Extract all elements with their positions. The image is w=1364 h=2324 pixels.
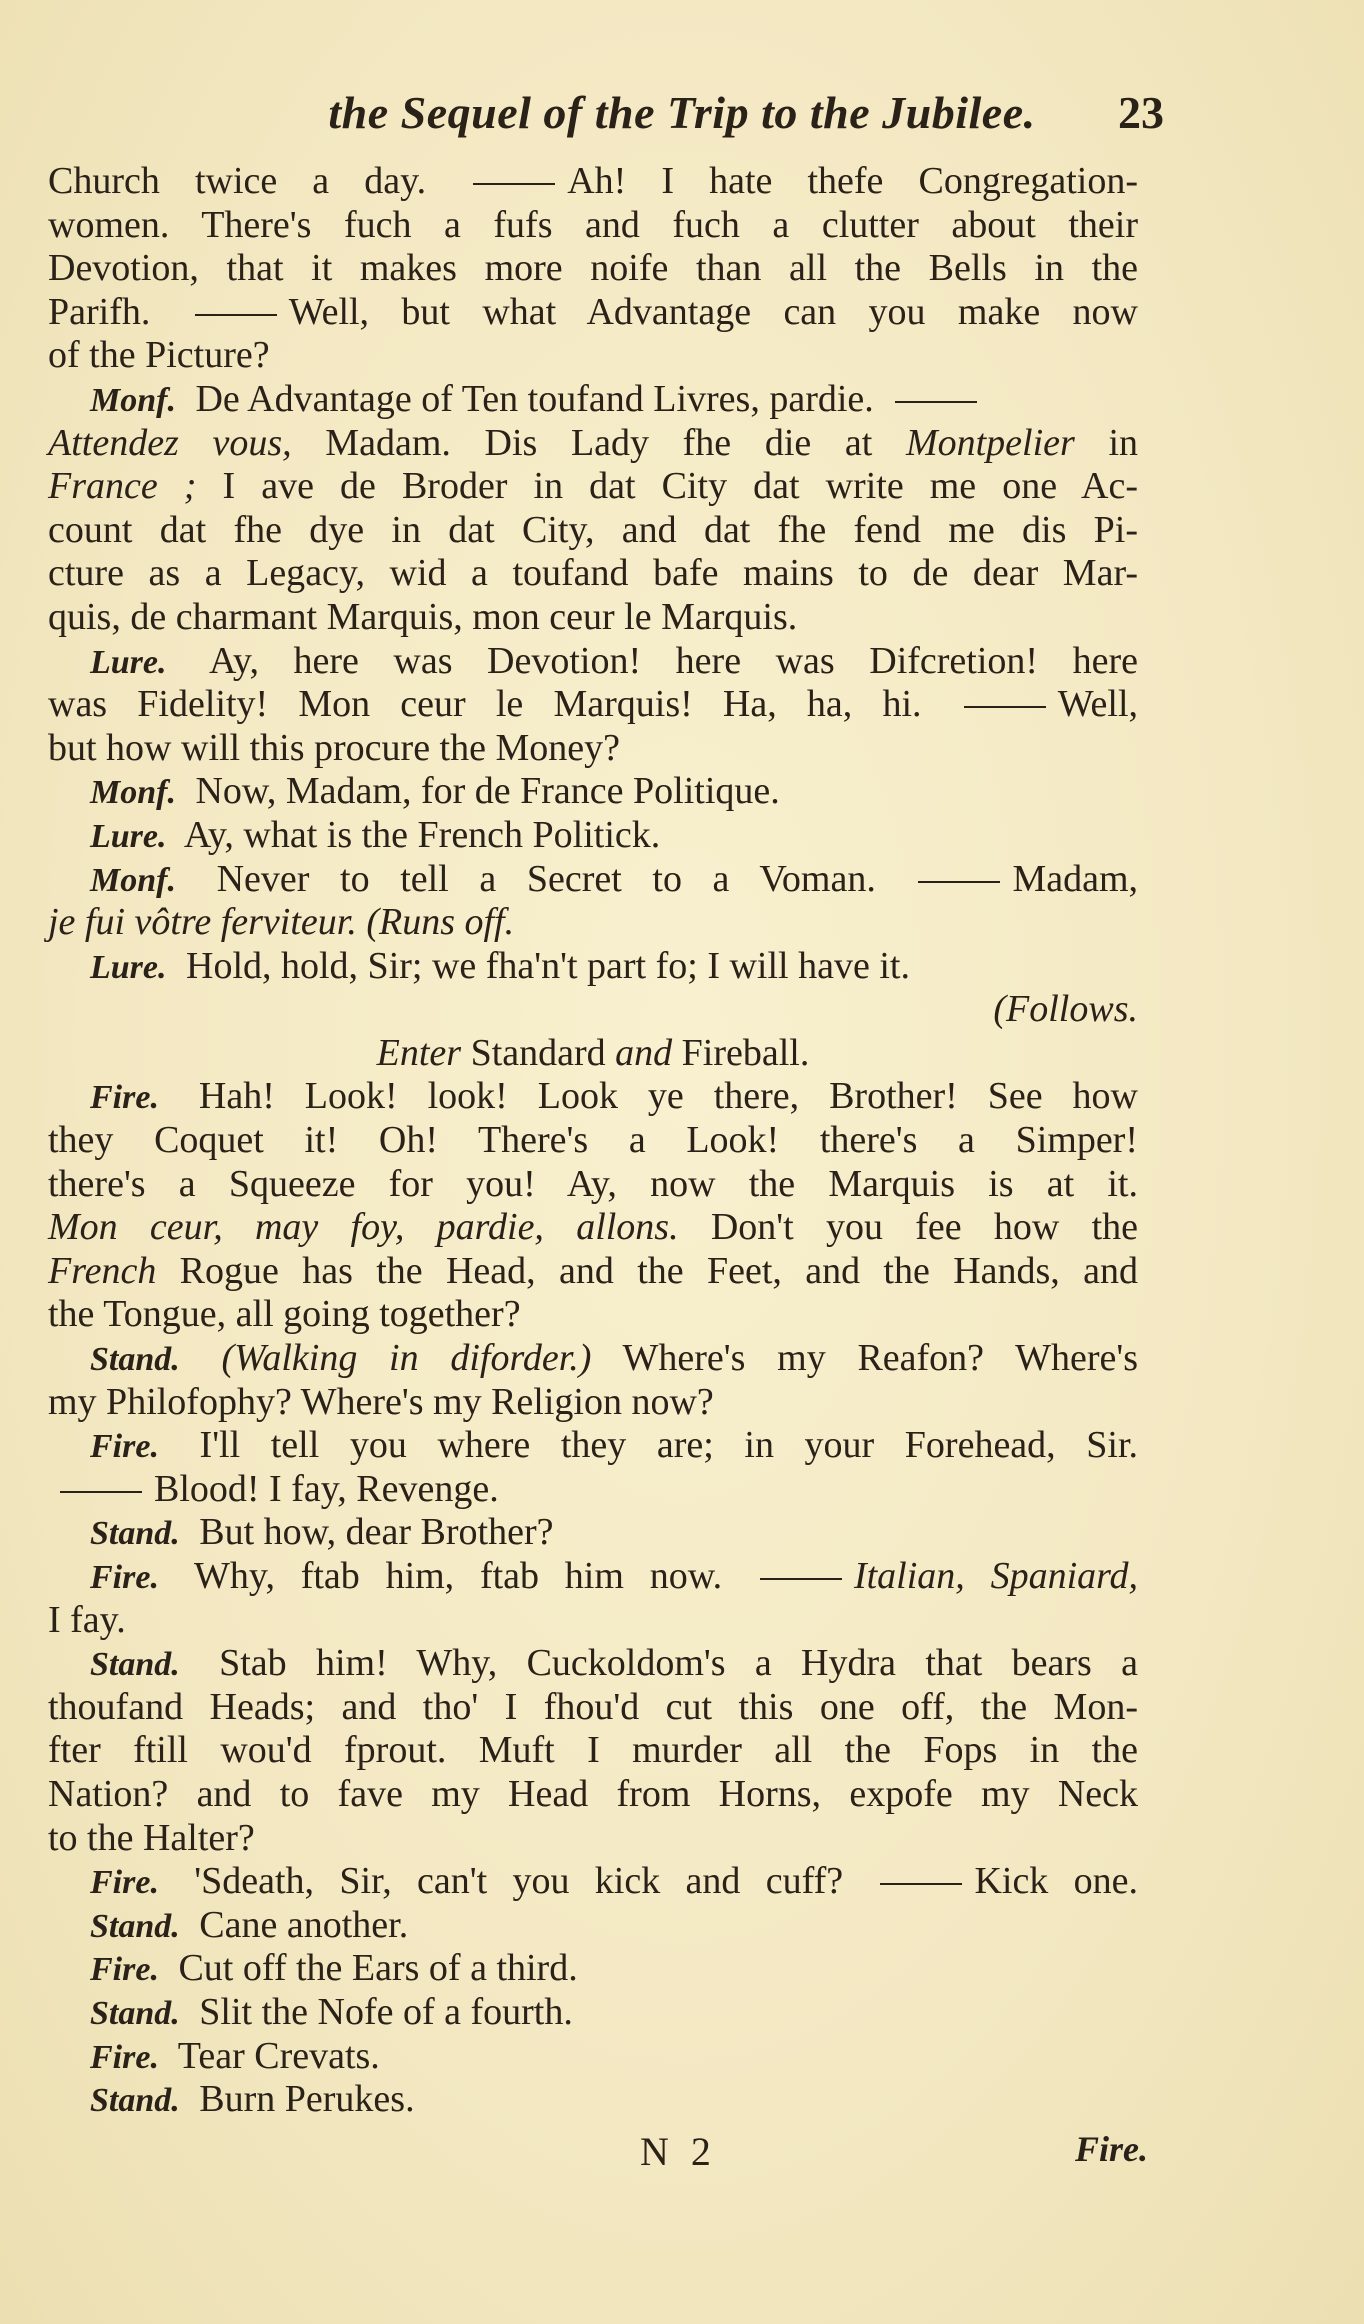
italic-phrase: Enter [376,1031,462,1074]
text-line [48,814,1138,858]
text-line [48,1119,1138,1163]
line-text-tail: Well, but what Advantage can you make now [288,290,1139,333]
speaker-prefix: Fire. [90,1428,159,1466]
speaker-prefix: Stand. [90,1341,180,1379]
line-text: was Fidelity! Mon ceur le Marquis! Ha, ha, hi. [48,683,922,726]
italic-phrase: Montpelier [905,421,1075,464]
body-text [48,160,1138,2122]
text-line [48,552,1138,596]
line-text-tail: Ah! I hate thefe Congregation- [567,160,1138,202]
line-text-tail: in [1108,421,1139,464]
text-line [48,988,1138,1032]
speaker-prefix: Monf. [90,861,176,899]
text-line [48,465,1138,509]
text-line [48,378,1138,422]
text-line [48,2078,1138,2122]
text-line [48,770,1138,814]
em-dash-rule [760,1578,842,1580]
line-text: Slit the Nofe of a fourth. [199,1990,573,2033]
line-text: of the Picture? [48,334,270,377]
page-footer [0,2128,1364,2188]
line-text: cture as a Legacy, wid a toufand bafe mains to de dear Mar- [48,552,1138,595]
line-text: Never to tell a Secret to a Voman. [216,857,876,900]
em-dash-rule [473,183,555,185]
line-text: Ay, here was Devotion! here was Difcretion! here [208,639,1138,682]
text-line [48,1860,1138,1904]
text-line [48,1250,1138,1294]
line-text: Rogue has the Head, and the Feet, and the Hands, and [179,1249,1138,1292]
text-line [48,727,1138,771]
text-line [48,858,1138,902]
text-line [48,1468,1138,1512]
speaker-prefix: Monf. [90,381,176,419]
line-text: De Advantage of Ten toufand Livres, pardie. [195,377,874,420]
line-text: Parifh. [48,290,151,333]
text-line [48,1337,1138,1381]
text-line [48,1424,1138,1468]
speaker-prefix: Stand. [90,1646,180,1684]
line-text: quis, de charmant Marquis, mon ceur le Marquis. [48,595,798,638]
italic-phrase: and [615,1031,673,1074]
text-line [48,945,1138,989]
line-text-tail: Fireball. [681,1031,810,1074]
line-text: Church twice a day. [48,160,427,202]
speaker-prefix: Fire. [90,1951,159,1989]
page-number: 23 [1118,87,1164,138]
italic-phrase: (Runs off. [366,901,515,944]
speaker-prefix: Lure. [90,948,167,986]
speaker-prefix: Fire. [90,1864,159,1902]
speaker-prefix: Fire. [90,1559,159,1596]
speaker-prefix: Fire. [90,1079,159,1117]
line-text: my Philofophy? Where's my Religion now? [48,1380,714,1423]
line-text: Cut off the Ears of a third. [178,1947,578,1990]
text-line [48,1511,1138,1555]
catchword: Fire. [1074,2129,1148,2169]
line-text: count dat fhe dye in dat City, and dat fhe fend me dis Pi- [48,508,1138,551]
italic-phrase: French [48,1249,157,1292]
text-line [48,247,1138,291]
em-dash-rule [60,1491,142,1493]
line-text: Where's my Reafon? Where's [622,1337,1138,1380]
text-line [48,1991,1138,2035]
speaker-prefix: Lure. [90,643,167,681]
line-text: Now, Madam, for de France Politique. [195,770,780,813]
text-line [48,1642,1138,1686]
speaker-prefix: Monf. [90,774,176,812]
line-text: Standard [470,1031,606,1074]
line-text: Hah! Look! look! Look ye there, Brother! See how [198,1075,1138,1118]
line-text: Blood! I fay, Revenge. [154,1467,499,1510]
speaker-prefix: Stand. [90,2082,180,2120]
line-text: the Tongue, all going together? [48,1293,521,1336]
line-text-tail: Madam, [1012,857,1139,900]
em-dash-rule [195,314,277,316]
line-text: 'Sdeath, Sir, can't you kick and cuff? [194,1860,844,1903]
line-text: Devotion, that it makes more noife than all the Bells in the [48,247,1138,290]
line-text: Tear Crevats. [177,2034,380,2077]
line-text: Cane another. [199,1903,409,1946]
text-line [48,1032,1138,1076]
line-text-tail: Kick one. [974,1860,1138,1903]
running-title: the Sequel of the Trip to the Jubilee. [328,87,1036,138]
text-line [48,1599,1138,1643]
text-line [48,1904,1138,1948]
text-line [48,1075,1138,1119]
line-text: Stab him! Why, Cuckoldom's a Hydra that bears a [219,1642,1139,1685]
em-dash-rule [880,1883,962,1885]
text-line [48,160,1138,204]
text-line [48,1686,1138,1730]
line-text-tail: Well, [1057,683,1139,726]
em-dash-rule [964,706,1046,708]
speaker-prefix: Fire. [90,2038,159,2076]
text-line [48,1293,1138,1337]
text-line [48,901,1138,945]
italic-phrase: (Walking in diforder.) [221,1337,592,1380]
text-line [48,640,1138,684]
em-dash-rule [918,881,1000,883]
text-line [48,1163,1138,1207]
text-line [48,1773,1138,1817]
line-text: they Coquet it! Oh! There's a Look! there's a Simper! [48,1119,1138,1162]
text-line [48,683,1138,727]
signature-mark: N 2 [640,2129,717,2174]
line-text: women. There's fuch a fufs and fuch a clutter about their [48,203,1138,246]
line-text: Why, ftab him, ftab him now. [194,1555,723,1597]
text-line [48,1381,1138,1425]
text-line [48,596,1138,640]
italic-phrase: (Follows. [993,988,1138,1031]
line-text: to the Halter? [48,1816,255,1859]
line-text: Nation? and to fave my Head from Horns, expofe my Neck [48,1772,1138,1815]
italic-phrase: France ; [48,465,197,508]
italic-phrase: Attendez vous, [48,421,292,464]
line-text: Don't you fee how the [710,1206,1138,1249]
line-text: I ave de Broder in dat City dat write me one Ac- [222,465,1139,508]
page-header [0,86,1364,146]
italic-phrase: Mon ceur, may foy, pardie, allons. [48,1206,679,1249]
line-text: But how, dear Brother? [199,1511,554,1554]
line-text: thoufand Heads; and tho' I fhou'd cut this one off, the Mon- [48,1685,1138,1728]
text-line [48,1555,1138,1599]
text-line [48,509,1138,553]
line-text: I'll tell you where they are; in your Forehead, Sir. [199,1424,1139,1467]
speaker-prefix: Lure. [90,817,167,855]
text-line [48,204,1138,248]
text-line [48,1729,1138,1773]
text-line [48,291,1138,335]
text-line [48,334,1138,378]
line-text: I fay. [48,1598,126,1641]
text-line [48,1947,1138,1991]
text-line [48,422,1138,466]
text-line [48,1817,1138,1861]
speaker-prefix: Stand. [90,1907,180,1945]
line-text: Burn Perukes. [199,2078,415,2121]
speaker-prefix: Stand. [90,1994,180,2032]
line-text: Hold, hold, Sir; we fha'n't part fo; I will have it. [186,944,910,987]
line-text: Madam. Dis Lady fhe die at [325,421,873,464]
line-text: Ay, what is the French Politick. [183,813,661,856]
em-dash-rule [895,401,977,403]
italic-phrase: Italian, Spaniard, [853,1555,1139,1597]
italic-phrase: je fui vôtre ferviteur. [48,901,357,944]
text-line [48,2035,1138,2079]
line-text: but how will this procure the Money? [48,726,621,769]
line-text: fter ftill wou'd fprout. Muft I murder all the Fops in the [48,1729,1138,1772]
speaker-prefix: Stand. [90,1515,180,1553]
line-text: there's a Squeeze for you! Ay, now the Marquis is at it. [48,1162,1138,1205]
text-line [48,1206,1138,1250]
